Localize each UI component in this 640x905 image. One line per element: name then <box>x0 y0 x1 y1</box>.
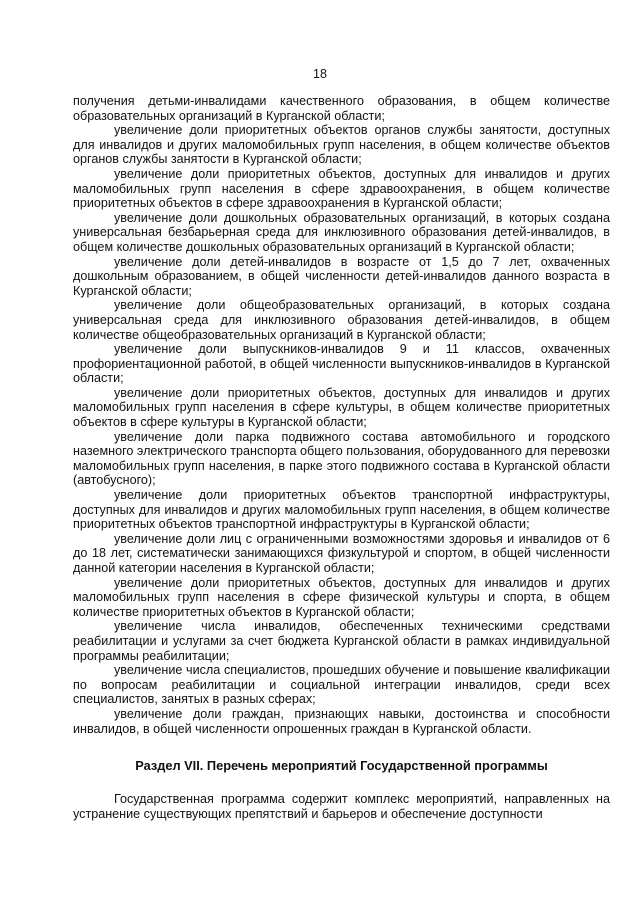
paragraph-transport-infrastructure: увеличение доли приоритетных объектов транспортной инфраструктуры, доступных для инвалидов и других маломобильных групп населения, в общем количестве приоритетных объектов транспортной инфраструктуры в Курганской области; <box>73 488 610 532</box>
paragraph-section-intro: Государственная программа содержит комплекс мероприятий, направленных на устранение существующих препятствий и барьеров и обеспечение доступности <box>73 792 610 821</box>
paragraph-career-guidance: увеличение доли выпускников-инвалидов 9 и 11 классов, охваченных профориентационной работой, в общей численности выпускников-инвалидов в Курганской области; <box>73 342 610 386</box>
paragraph-continuation: получения детьми-инвалидами качественного образования, в общем количестве образовательных организаций в Курганской области; <box>73 94 610 123</box>
document-body <box>73 94 610 821</box>
paragraph-culture-objects: увеличение доли приоритетных объектов, доступных для инвалидов и других маломобильных групп населения в сфере культуры, в общем количестве приоритетных объектов в сфере культуры в Курганской области; <box>73 385 610 430</box>
paragraph-general-education-organizations: увеличение доли общеобразовательных организаций, в которых создана универсальная среда для инклюзивного образования детей-инвалидов, в общем количестве общеобразовательных организаций в Курганской области; <box>73 298 610 342</box>
paragraph-employment-service-objects: увеличение доли приоритетных объектов органов службы занятости, доступных для инвалидов и других маломобильных групп населения, в общем количестве объектов органов службы занятости в Курганской области; <box>73 123 610 167</box>
paragraph-preschool-children: увеличение доли детей-инвалидов в возрасте от 1,5 до 7 лет, охваченных дошкольным образованием, в общей численности детей-инвалидов данного возраста в Курганской области; <box>73 254 610 298</box>
paragraph-preschool-organizations: увеличение доли дошкольных образовательных организаций, в которых создана универсальная безбарьерная среда для инклюзивного образования детей-инвалидов, в общем количестве дошкольных образовательных организаций в Курганской области; <box>73 210 610 254</box>
paragraph-sports-objects: увеличение доли приоритетных объектов, доступных для инвалидов и других маломобильных групп населения в сфере физической культуры и спорта, в общем количестве приоритетных объектов в Курганской области; <box>73 575 610 619</box>
paragraph-public-attitude: увеличение доли граждан, признающих навыки, достоинства и способности инвалидов, в общей численности опрошенных граждан в Курганской области. <box>73 706 610 736</box>
section-heading: Раздел VII. Перечень мероприятий Государственной программы <box>135 758 548 774</box>
paragraph-specialist-training: увеличение числа специалистов, прошедших обучение и повышение квалификации по вопросам реабилитации и социальной интеграции инвалидов, среди всех специалистов, занятых в разных сферах; <box>73 663 610 707</box>
paragraph-healthcare-objects: увеличение доли приоритетных объектов, доступных для инвалидов и других маломобильных групп населения в сфере здравоохранения, в общем количестве приоритетных объектов в сфере здравоохранения в Курганской области; <box>73 166 610 211</box>
paragraph-sports-participation: увеличение доли лиц с ограниченными возможностями здоровья и инвалидов от 6 до 18 лет, систематически занимающихся физкультурой и спортом, в общей численности данной категории населения в Курганской области; <box>73 531 610 575</box>
paragraph-rehabilitation-means: увеличение числа инвалидов, обеспеченных техническими средствами реабилитации и услугами за счет бюджета Курганской области в рамках индивидуальной программы реабилитации; <box>73 619 610 663</box>
page-number: 18 <box>313 67 327 81</box>
paragraph-transport-fleet: увеличение доли парка подвижного состава автомобильного и городского наземного электрического транспорта общего пользования, оборудованного для перевозки маломобильных групп населения, в парке этого подвижного состава в Курганской области (автобусного); <box>73 429 610 488</box>
